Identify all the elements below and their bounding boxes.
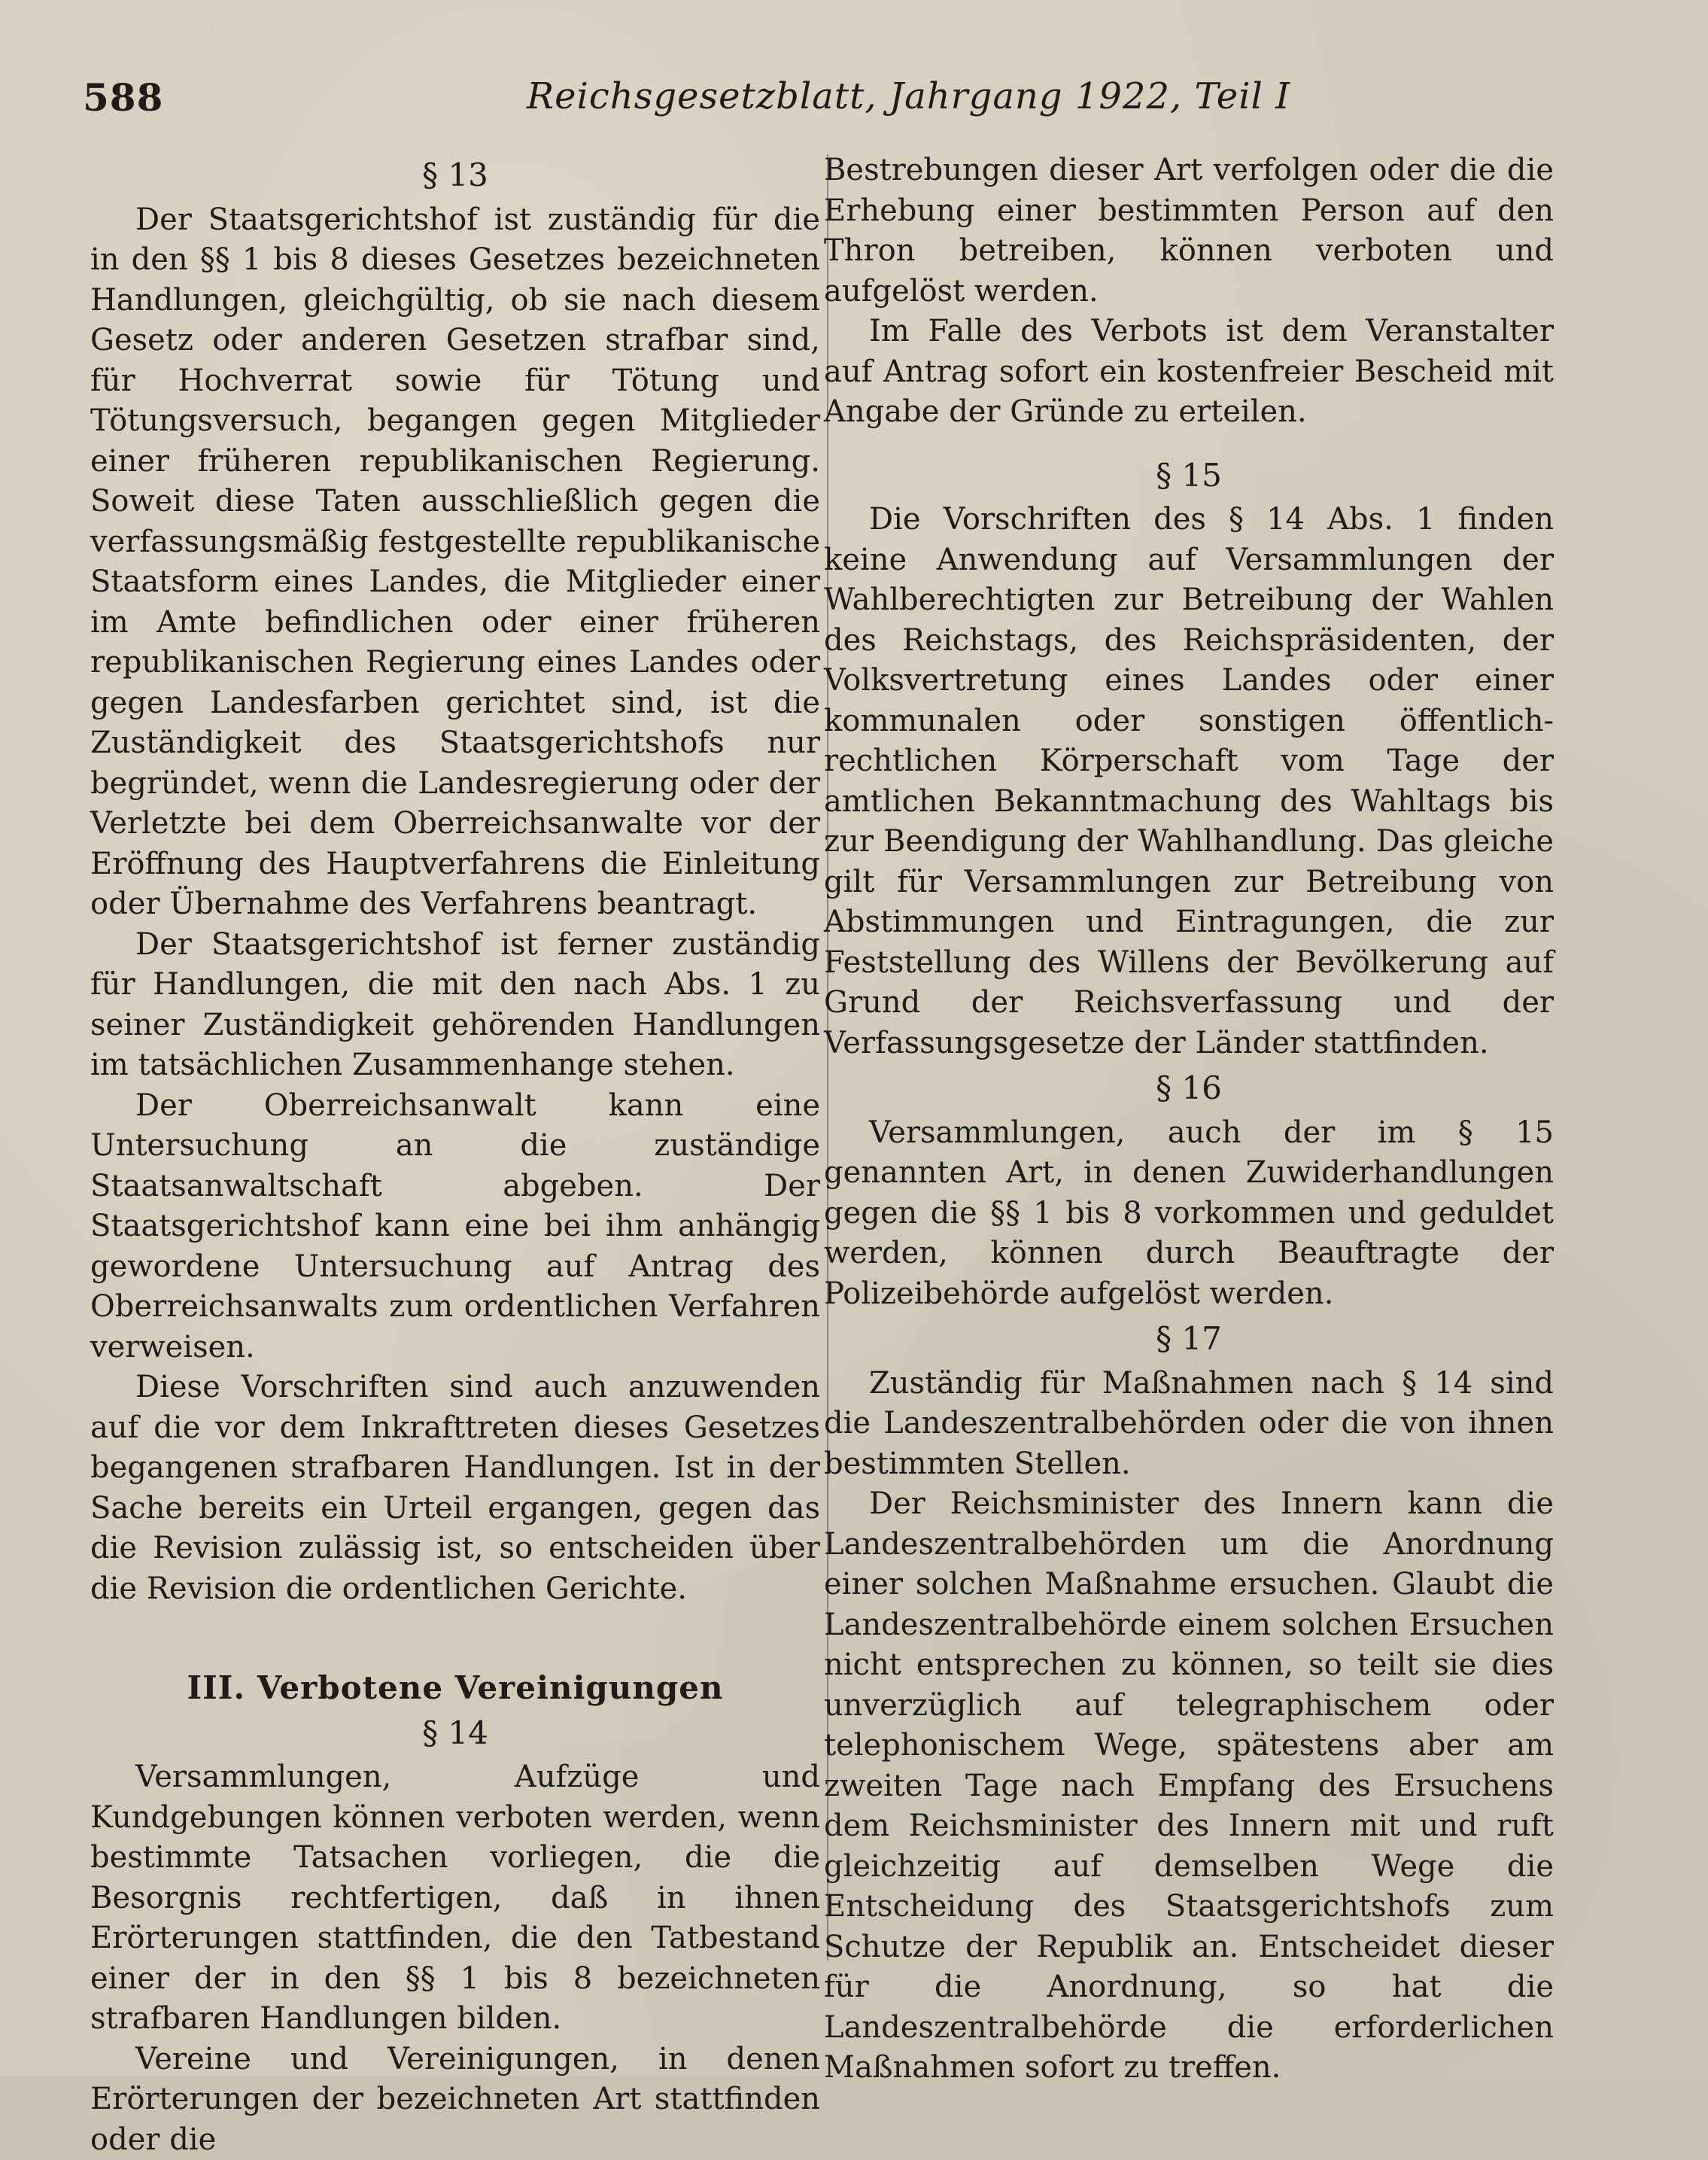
section-13-paragraph-1: Der Staatsgerichtshof ist zuständig für die in den §§ 1 bis 8 dieses Gesetzes bezeichneten Handlungen, gleichgültig, ob sie nach diesem Gesetz oder anderen Gesetzen strafbar sind, für Hochverrat sowie für Tötung und Tötungsversuch, begangen gegen Mitglieder einer früheren republikanischen Regierung. Soweit diese Taten ausschließlich gegen die verfassungsmäßig festgestellte republikanische Staatsform eines Landes, die Mitglieder einer im Amte befindlichen oder einer früheren republikanischen Regierung eines Landes oder gegen Landesfarben gerichtet sind, ist die Zuständigkeit des Staatsgerichtshofs nur begründet, wenn die Landesregierung oder der Verletzte bei dem Oberreichsanwalte vor der Eröffnung des Hauptverfahrens die Einleitung oder Übernahme des Verfahrens beantragt. [90, 200, 820, 925]
running-title: Reichsgesetzblatt, Jahrgang 1922, Teil I [527, 75, 1290, 117]
section-14-paragraph-3: Im Falle des Verbots ist dem Veranstalter auf Antrag sofort ein kostenfreier Bescheid mit Angabe der Gründe zu erteilen. [824, 312, 1554, 433]
right-column [824, 151, 1554, 2089]
part-heading: III. Verbotene Vereinigungen [90, 1668, 820, 1708]
section-14-heading: § 14 [90, 1713, 820, 1754]
section-13-paragraph-4: Diese Vorschriften sind auch anzuwenden auf die vor dem Inkrafttreten dieses Gesetzes begangenen strafbaren Handlungen. Ist in der Sache bereits ein Urteil ergangen, gegen das die Revision zulässig ist, so entscheiden über die Revision die ordentlichen Gerichte. [90, 1367, 820, 1609]
section-14-paragraph-2-start: Vereine und Vereinigungen, in denen Erörterungen der bezeichneten Art stattfinden oder die [90, 2040, 820, 2160]
section-13-heading: § 13 [90, 155, 820, 196]
page-header [83, 75, 1565, 128]
section-14-paragraph-1: Versammlungen, Aufzüge und Kundgebungen können verboten werden, wenn bestimmte Tatsachen vorliegen, die die Besorgnis rechtfertigen, daß in ihnen Erörterungen stattfinden, die den Tatbestand einer der in den §§ 1 bis 8 bezeichneten strafbaren Handlungen bilden. [90, 1757, 820, 2040]
page-number: 588 [83, 75, 163, 120]
section-16-paragraph-1: Versammlungen, auch der im § 15 genannten Art, in denen Zuwiderhandlungen gegen die §§ 1 bis 8 vorkommen und geduldet werden, können durch Beauftragte der Polizeibehörde aufgelöst werden. [824, 1113, 1554, 1315]
section-17-paragraph-1: Zuständig für Maßnahmen nach § 14 sind die Landeszentralbehörden oder die von ihnen bestimmten Stellen. [824, 1364, 1554, 1485]
section-13-paragraph-2: Der Staatsgerichtshof ist ferner zuständig für Handlungen, die mit den nach Abs. 1 zu seiner Zuständigkeit gehörenden Handlungen im tatsächlichen Zusammenhange stehen. [90, 925, 820, 1086]
section-15-paragraph-1: Die Vorschriften des § 14 Abs. 1 finden keine Anwendung auf Versammlungen der Wahlberechtigten zur Betreibung der Wahlen des Reichstags, des Reichspräsidenten, der Volksvertretung eines Landes oder einer kommunalen oder sonstigen öffentlich-rechtlichen Körperschaft vom Tage der amtlichen Bekanntmachung des Wahltags bis zur Beendigung der Wahlhandlung. Das gleiche gilt für Versammlungen zur Betreibung von Abstimmungen und Eintragungen, die zur Feststellung des Willens der Bevölkerung auf Grund der Reichsverfassung und der Verfassungsgesetze der Länder stattfinden. [824, 500, 1554, 1063]
section-17-heading: § 17 [824, 1319, 1554, 1359]
section-14-paragraph-2-end: Bestrebungen dieser Art verfolgen oder die die Erhebung einer bestimmten Person auf den Thron betreiben, können verboten und aufgelöst werden. [824, 151, 1554, 312]
section-17-paragraph-2: Der Reichsminister des Innern kann die Landeszentralbehörden um die Anordnung einer solchen Maßnahme ersuchen. Glaubt die Landeszentralbehörde einem solchen Ersuchen nicht entsprechen zu können, so teilt sie dies unverzüglich auf telegraphischem oder telephonischem Wege, spätestens aber am zweiten Tage nach Empfang des Ersuchens dem Reichsminister des Innern mit und ruft gleichzeitig auf demselben Wege die Entscheidung des Staatsgerichtshofs zum Schutze der Republik an. Entscheidet dieser für die Anordnung, so hat die Landeszentralbehörde die erforderlichen Maßnahmen sofort zu treffen. [824, 1484, 1554, 2089]
section-15-heading: § 15 [824, 455, 1554, 496]
left-column [90, 151, 820, 2160]
section-16-heading: § 16 [824, 1068, 1554, 1109]
section-13-paragraph-3: Der Oberreichsanwalt kann eine Untersuchung an die zuständige Staatsanwaltschaft abgeben. Der Staatsgerichtshof kann eine bei ihm anhängig gewordene Untersuchung auf Antrag des Oberreichsanwalts zum ordentlichen Verfahren verweisen. [90, 1086, 820, 1368]
